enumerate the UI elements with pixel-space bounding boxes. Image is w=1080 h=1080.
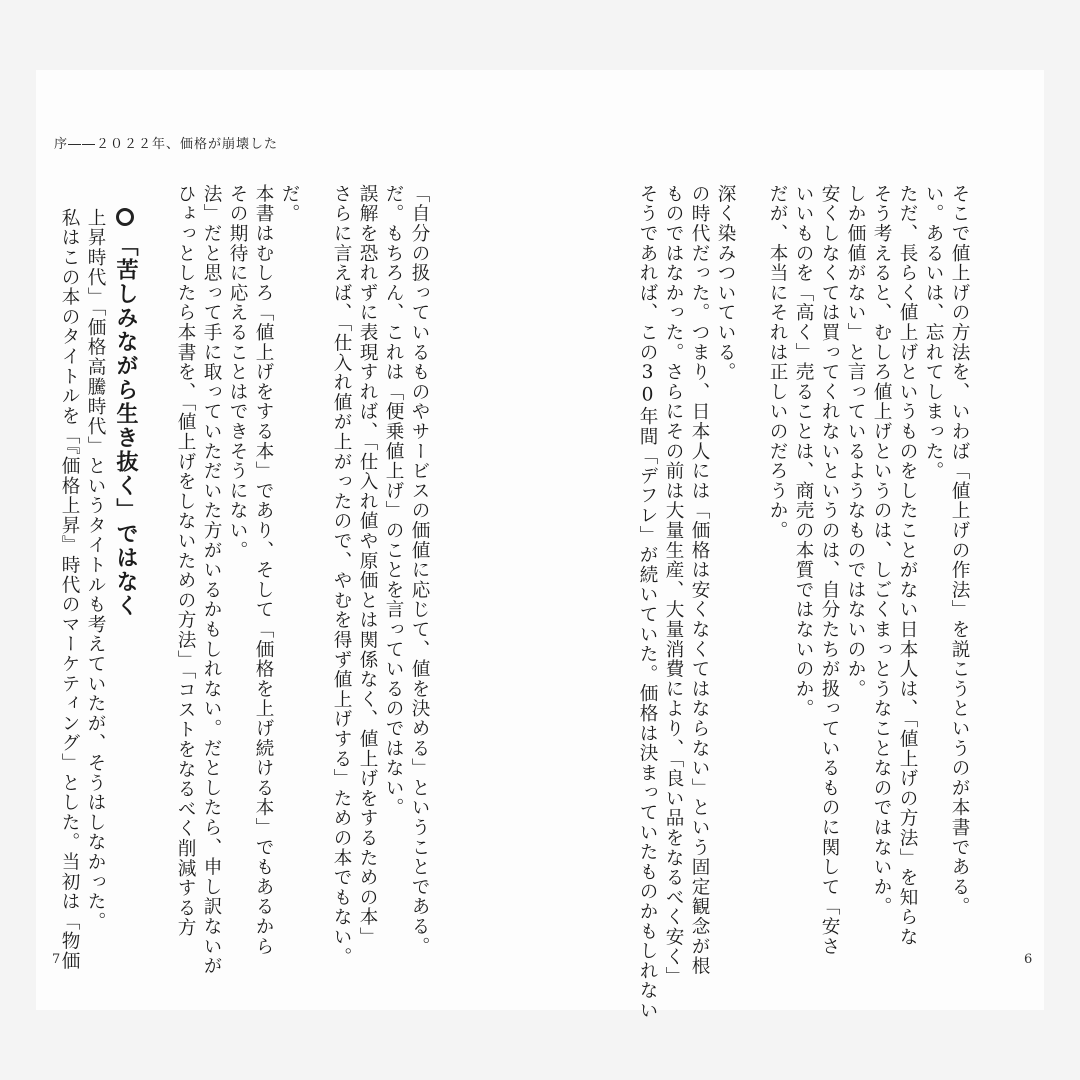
left-page-text — [172, 184, 432, 976]
text-line: ものではなかった。さらにその前は大量生産、大量消費により、「良い品をなるべく安く」 — [663, 184, 684, 987]
text-line: いいものを「高く」売ることは、商売の本質ではないのか。 — [793, 184, 814, 719]
text-line: の時代だった。つまり、日本人には「価格は安くなくてはならない」という固定観念が根 — [689, 184, 710, 976]
right-page-text — [634, 184, 972, 1021]
text-line: しか価値がない」と言っているようなものではないのか。 — [845, 184, 866, 699]
text-line: 安くしなくては買ってくれないというのは、自分たちが扱っているものに関して「安さ — [819, 184, 840, 957]
text-line: そうであれば、この30年間「デフレ」が続いていた。価格は決まっていたものかもしれない — [637, 184, 658, 1021]
section-heading-text: 「苦しみながら生き抜く」ではなく — [113, 234, 138, 618]
text-line: 私はこの本のタイトルを「『価格上昇』時代のマーケティング」とした。当初は「物価 — [59, 208, 80, 971]
text-line: 「自分の扱っているものやサービスの価値に応じて、値を決める」ということである。 — [409, 184, 430, 957]
text-line: だが、本当にそれは正しいのだろうか。 — [767, 184, 788, 541]
text-line: だ。もちろん、これは「便乗値上げ」のことを言っているのではない。 — [383, 184, 404, 818]
circle-bullet-icon — [116, 208, 134, 226]
text-line: だ。 — [279, 184, 300, 224]
cropped-line-mask — [985, 184, 1025, 214]
text-line: さらに言えば、「仕入れ値が上がったので、やむを得ず値上げする」ための本でもない。 — [331, 184, 352, 967]
text-line: ただ、長らく値上げというものをしたことがない日本人は、「値上げの方法」を知らな — [897, 184, 918, 947]
text-line: 誤解を恐れずに表現すれば、「仕入れ値や原価とは関係なく、値上げをするための本」 — [357, 184, 378, 947]
text-line: ひょっとしたら本書を、「値上げをしないための方法」「コストをなるべく削減する方 — [175, 184, 196, 938]
page-number-left: 7 — [52, 952, 61, 967]
paragraph-gap — [302, 184, 328, 944]
running-head: 序――２０２２年、価格が崩壊した — [54, 137, 279, 152]
text-line: 本書はむしろ「値上げをする本」であり、そして「価格を上げ続ける本」でもあるから — [253, 184, 274, 957]
section-text — [56, 208, 108, 971]
text-line: 上昇時代」「価格高騰時代」というタイトルも考えていたが、そうはしなかった。 — [85, 208, 106, 932]
paragraph-gap — [738, 184, 764, 944]
text-line: 深く染みついている。 — [715, 184, 736, 382]
text-line: そう考えると、むしろ値上げというのは、しごくまっとうなことなのではないか。 — [871, 184, 892, 917]
section-heading — [110, 208, 140, 618]
text-line: い。あるいは、忘れてしまった。 — [923, 184, 944, 481]
text-line: 法」だと思って手に取っていただいた方がいるかもしれない。だとしたら、申し訳ないが — [201, 184, 222, 976]
page-number-right: 6 — [1024, 952, 1033, 967]
text-line: そこで値上げの方法を、いわば「値上げの作法」を説こうというのが本書である。 — [949, 184, 970, 917]
text-line: その期待に応えることはできそうにない。 — [227, 184, 248, 561]
